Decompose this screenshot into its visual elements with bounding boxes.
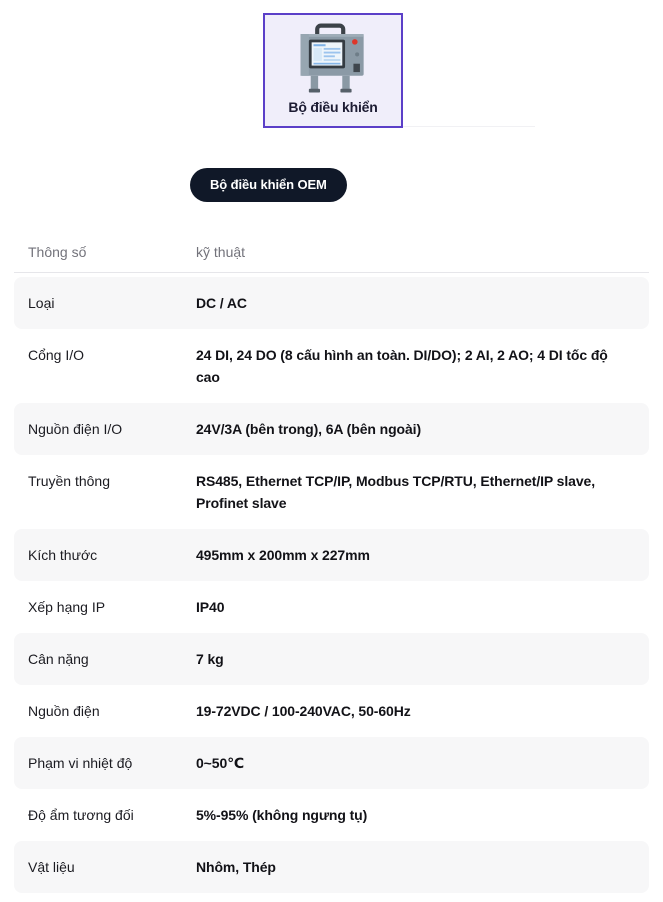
- spec-table-row: [14, 329, 649, 403]
- product-tab-strip: [0, 0, 663, 128]
- spec-label: Cổng I/O: [28, 347, 85, 363]
- spec-value: 19-72VDC / 100-240VAC, 50-60Hz: [196, 703, 411, 719]
- controller-device-icon: [283, 21, 383, 99]
- spec-value: 7 kg: [196, 651, 224, 667]
- spec-value: 495mm x 200mm x 227mm: [196, 547, 370, 563]
- spec-table-row: [14, 581, 649, 633]
- spec-label: Cân nặng: [28, 651, 89, 667]
- spec-table-row: [14, 737, 649, 789]
- spec-value: 0~50℃: [196, 755, 244, 771]
- spec-table-row: [14, 633, 649, 685]
- spec-table-body: [14, 277, 649, 893]
- spec-label: Nguồn điện I/O: [28, 421, 123, 437]
- spec-table-header: [14, 232, 649, 273]
- spec-value: 24V/3A (bên trong), 6A (bên ngoài): [196, 421, 422, 437]
- spec-table-row: [14, 789, 649, 841]
- spec-table-row: [14, 685, 649, 737]
- spec-label: Truyền thông: [28, 473, 110, 489]
- spec-value: DC / AC: [196, 295, 247, 311]
- spec-label: Kích thước: [28, 547, 98, 563]
- spec-table-row: [14, 403, 649, 455]
- spec-value: Nhôm, Thép: [196, 859, 276, 875]
- tab-card-controller[interactable]: [263, 13, 403, 128]
- spec-table-row: [14, 277, 649, 329]
- spec-label: Nguồn điện: [28, 703, 100, 719]
- spec-table-row: [14, 841, 649, 893]
- spec-table: [14, 232, 649, 893]
- spec-table-row: [14, 529, 649, 581]
- spec-value: IP40: [196, 599, 225, 615]
- spec-label: Xếp hạng IP: [28, 599, 106, 615]
- header-thong-so: Thông số: [28, 244, 87, 260]
- header-ky-thuat: kỹ thuật: [196, 244, 246, 260]
- spec-label: Loại: [28, 295, 55, 311]
- spec-value: RS485, Ethernet TCP/IP, Modbus TCP/RTU, Ethernet/IP slave, Profinet slave: [196, 473, 596, 511]
- spec-value: 5%-95% (không ngưng tụ): [196, 807, 368, 823]
- tab-strip-divider: [403, 126, 535, 127]
- spec-table-row: [14, 455, 649, 529]
- spec-label: Độ ẩm tương đối: [28, 807, 134, 823]
- spec-label: Phạm vi nhiệt độ: [28, 755, 133, 771]
- tab-card-label: Bộ điều khiển: [288, 99, 378, 115]
- oem-badge-button[interactable]: Bộ điều khiển OEM: [190, 168, 347, 202]
- spec-value: 24 DI, 24 DO (8 cấu hình an toàn. DI/DO); 2 AI, 2 AO; 4 DI tốc độ cao: [196, 347, 608, 385]
- spec-label: Vật liệu: [28, 859, 75, 875]
